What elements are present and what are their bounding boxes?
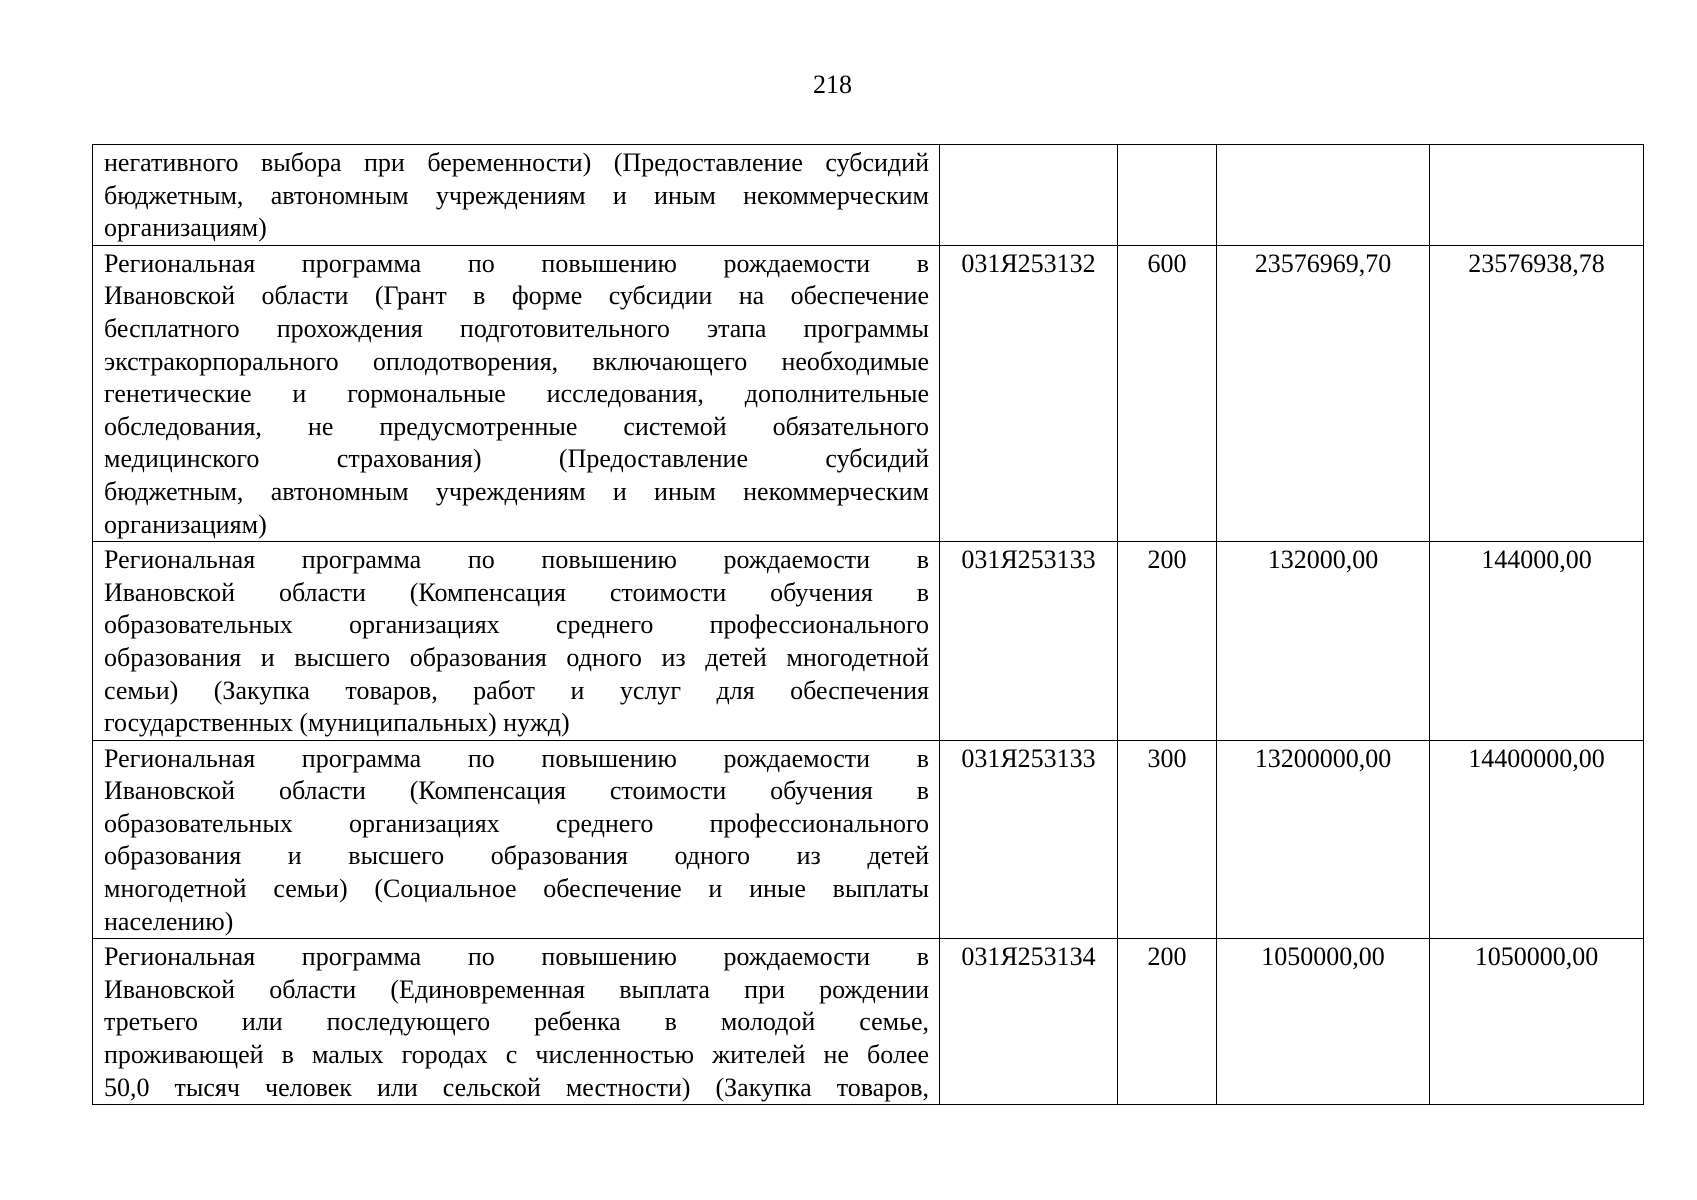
cell-sum1: 13200000,00 [1217, 740, 1430, 939]
description-line: Региональная программа по повышению рождаемости в [104, 743, 929, 773]
description-line: многодетной семьи) (Социальное обеспечение и иные выплаты [104, 874, 929, 904]
description-line: 50,0 тысяч человек или сельской местности) (Закупка товаров, [104, 1072, 929, 1102]
row-description [93, 245, 940, 541]
table-row [93, 145, 1644, 246]
cell-type: 200 [1118, 939, 1217, 1105]
cell-code: 031Я253134 [940, 939, 1118, 1105]
description-line: негативного выбора при беременности) (Предоставление субсидий [104, 148, 929, 177]
description-line: третьего или последующего ребенка в молодой семье, [104, 1007, 929, 1037]
description-line: генетические и гормональные исследования, дополнительные [104, 379, 929, 409]
table-row [93, 542, 1644, 741]
description-line: организациям) [104, 509, 267, 539]
table-row [93, 740, 1644, 939]
cell-type: 300 [1118, 740, 1217, 939]
budget-table [92, 144, 1644, 1105]
cell-type: 600 [1118, 245, 1217, 541]
cell-code [940, 145, 1118, 246]
cell-sum2: 144000,00 [1430, 542, 1644, 741]
description-line: образовательных организациях среднего профессионального [104, 610, 929, 640]
description-line: Ивановской области (Компенсация стоимости обучения в [104, 577, 929, 607]
row-description [93, 939, 940, 1105]
cell-sum1: 23576969,70 [1217, 245, 1430, 541]
cell-type: 200 [1118, 542, 1217, 741]
cell-code: 031Я253133 [940, 740, 1118, 939]
table-row [93, 245, 1644, 541]
cell-sum2: 1050000,00 [1430, 939, 1644, 1105]
cell-sum2 [1430, 145, 1644, 246]
description-line: образования и высшего образования одного из детей многодетной [104, 642, 929, 672]
description-line: семьи) (Закупка товаров, работ и услуг для обеспечения [104, 675, 929, 705]
page-number: 218 [813, 70, 852, 99]
cell-sum2: 14400000,00 [1430, 740, 1644, 939]
row-description [93, 740, 940, 939]
table-row [93, 939, 1644, 1105]
description-line: Региональная программа по повышению рождаемости в [104, 248, 929, 278]
description-line: проживающей в малых городах с численностью жителей не более [104, 1040, 929, 1070]
cell-sum1: 132000,00 [1217, 542, 1430, 741]
description-line: экстракорпорального оплодотворения, включающего необходимые [104, 346, 929, 376]
description-line: бюджетным, автономным учреждениям и иным некоммерческим [104, 476, 929, 506]
description-line: образовательных организациях среднего профессионального [104, 808, 929, 838]
description-line: Ивановской области (Единовременная выплата при рождении [104, 974, 929, 1004]
cell-code: 031Я253133 [940, 542, 1118, 741]
cell-sum2: 23576938,78 [1430, 245, 1644, 541]
row-description [93, 145, 940, 246]
description-line: населению) [104, 906, 234, 936]
cell-type [1118, 145, 1217, 246]
description-line: бюджетным, автономным учреждениям и иным некоммерческим [104, 180, 929, 210]
description-line: Ивановской области (Грант в форме субсидии на обеспечение [104, 281, 929, 311]
description-line: Региональная программа по повышению рождаемости в [104, 545, 929, 575]
description-line: обследования, не предусмотренные системой обязательного [104, 411, 929, 441]
description-line: Ивановской области (Компенсация стоимости обучения в [104, 776, 929, 806]
cell-sum1: 1050000,00 [1217, 939, 1430, 1105]
description-line: Региональная программа по повышению рождаемости в [104, 942, 929, 972]
row-description [93, 542, 940, 741]
description-line: государственных (муниципальных) нужд) [104, 708, 570, 738]
description-line: организациям) [104, 213, 267, 243]
cell-sum1 [1217, 145, 1430, 246]
description-line: медицинского страхования) (Предоставление субсидий [104, 444, 929, 474]
description-line: бесплатного прохождения подготовительного этапа программы [104, 313, 929, 343]
cell-code: 031Я253132 [940, 245, 1118, 541]
description-line: образования и высшего образования одного из детей [104, 841, 929, 871]
